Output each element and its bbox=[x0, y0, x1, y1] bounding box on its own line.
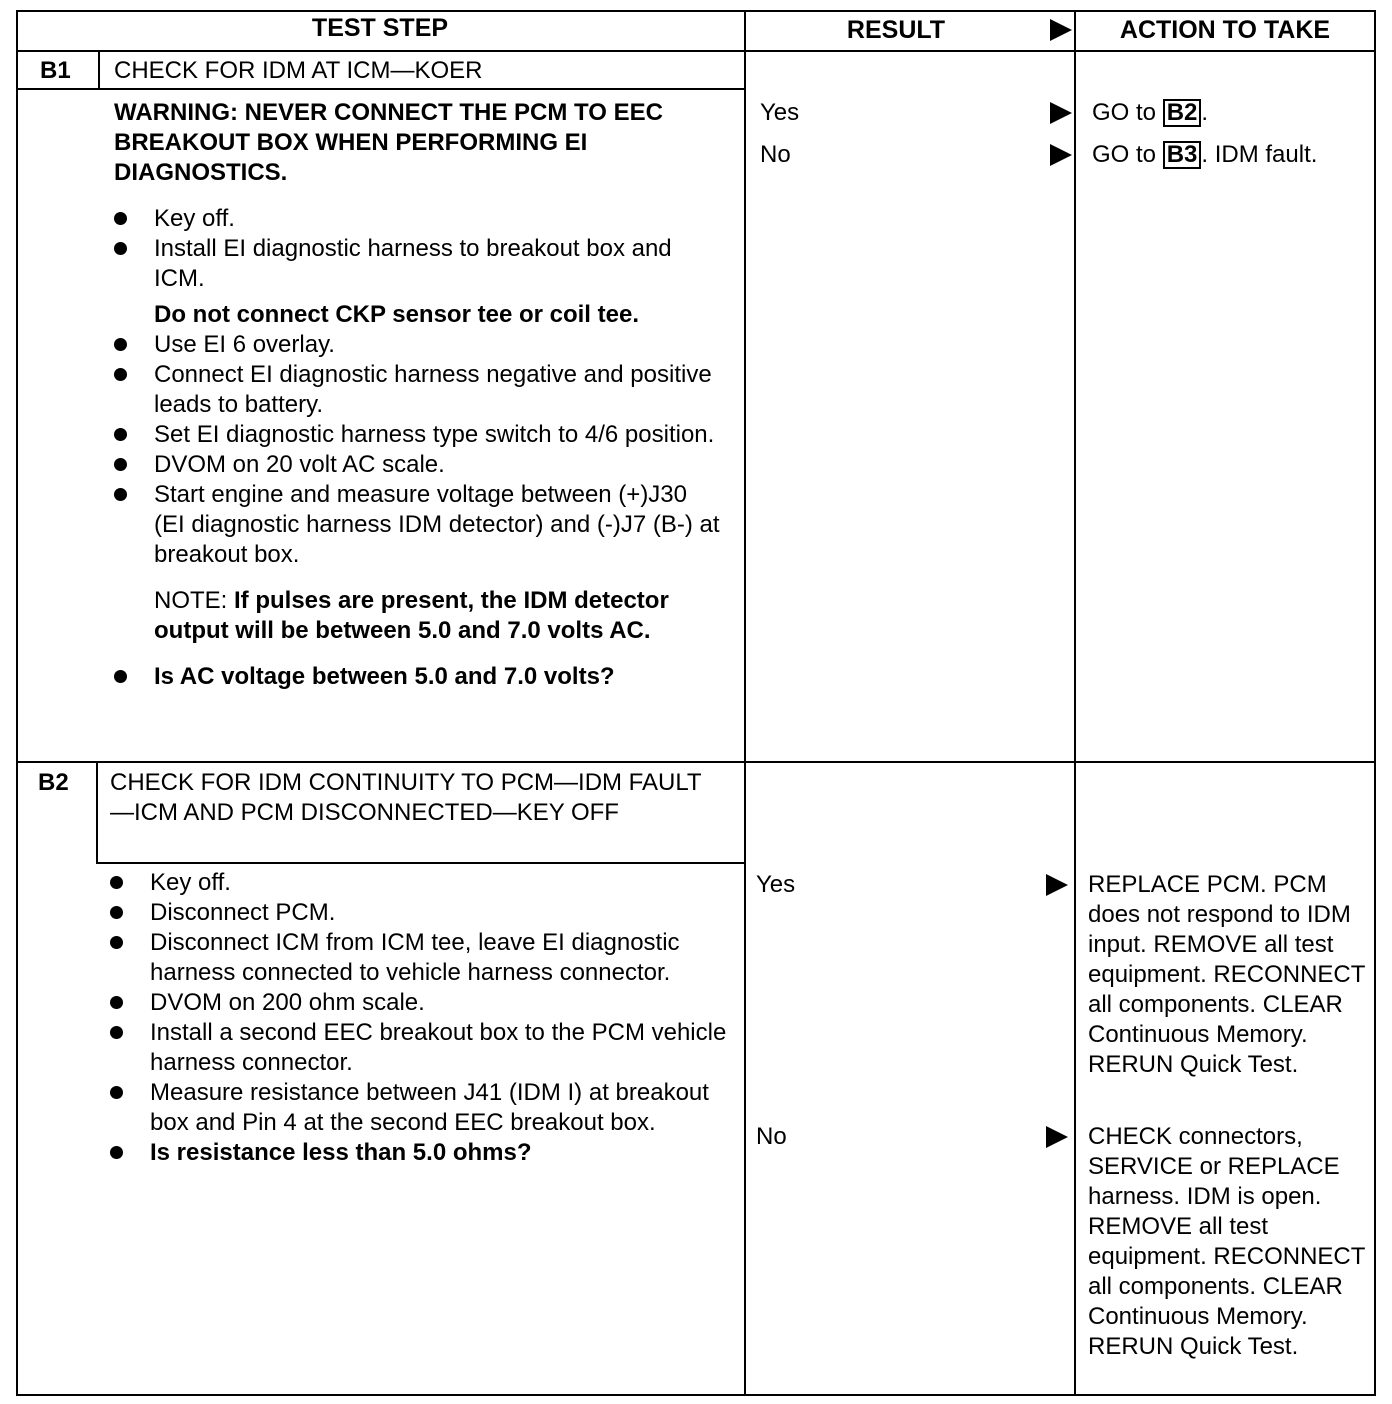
table-border-left bbox=[16, 10, 18, 1396]
header-arrow-icon bbox=[1050, 19, 1072, 41]
b2-title: CHECK FOR IDM CONTINUITY TO PCM—IDM FAULT—ICM AND PCM DISCONNECTED—KEY OFF bbox=[110, 769, 702, 826]
list-item: Set EI diagnostic harness type switch to 4/6 position. bbox=[114, 420, 724, 450]
list-item: DVOM on 20 volt AC scale. bbox=[114, 450, 724, 480]
bullet-icon bbox=[114, 368, 127, 381]
b1-note: NOTE: If pulses are present, the IDM detector output will be between 5.0 and 7.0 volts AC. bbox=[154, 587, 669, 644]
list-item: Disconnect PCM. bbox=[110, 898, 730, 928]
diagnostic-table bbox=[16, 10, 1376, 1396]
b1-title: CHECK FOR IDM AT ICM—KOER bbox=[114, 57, 483, 84]
list-item: Connect EI diagnostic harness negative and positive leads to battery. bbox=[114, 360, 724, 420]
table-border-top bbox=[16, 10, 1376, 12]
b1-yes-arrow-icon bbox=[1050, 102, 1072, 124]
b1-step-id: B1 bbox=[40, 57, 71, 84]
bullet-icon bbox=[114, 488, 127, 501]
list-item: Is resistance less than 5.0 ohms? bbox=[110, 1138, 730, 1168]
b2-title-divider bbox=[96, 862, 745, 864]
bullet-icon bbox=[110, 1086, 123, 1099]
list-item: Is AC voltage between 5.0 and 7.0 volts? bbox=[114, 662, 724, 692]
table-border-bottom bbox=[16, 1394, 1376, 1396]
b2-action-yes: REPLACE PCM. PCM does not respond to IDM input. REMOVE all test equipment. RECONNECT all components. CLEAR Continuous Memory. RERUN Quick Test. bbox=[1088, 871, 1365, 1078]
b2-yes-arrow-icon bbox=[1046, 874, 1068, 896]
header-result: RESULT bbox=[846, 16, 946, 44]
bullet-icon bbox=[114, 670, 127, 683]
b1-caution: Do not connect CKP sensor tee or coil tee. bbox=[154, 301, 639, 328]
b1-id-divider bbox=[98, 50, 100, 88]
b2-id-divider bbox=[96, 762, 98, 864]
bullet-icon bbox=[110, 1026, 123, 1039]
bullet-icon bbox=[110, 1146, 123, 1159]
list-item: Install EI diagnostic harness to breakout box and ICM. bbox=[114, 234, 724, 294]
b2-no-arrow-icon bbox=[1046, 1126, 1068, 1148]
step-ref-b2[interactable]: B2 bbox=[1163, 99, 1202, 127]
bullet-icon bbox=[114, 458, 127, 471]
bullet-icon bbox=[114, 212, 127, 225]
b1-no-arrow-icon bbox=[1050, 144, 1072, 166]
list-item: Start engine and measure voltage between (+)J30 (EI diagnostic harness IDM detector) and (-)J7 (B-) at breakout box. bbox=[114, 480, 724, 570]
step-ref-b3[interactable]: B3 bbox=[1163, 141, 1202, 169]
b1-action-no: GO to B3 . IDM fault. bbox=[1092, 141, 1318, 168]
b2-step-id: B2 bbox=[38, 769, 69, 796]
b2-result-yes: Yes bbox=[756, 871, 796, 898]
table-border-right bbox=[1374, 10, 1376, 1396]
column-divider-test-result bbox=[744, 10, 746, 1396]
bullet-icon bbox=[114, 428, 127, 441]
b2-action-no: CHECK connectors, SERVICE or REPLACE harness. IDM is open. REMOVE all test equipment. RECONNECT all components. CLEAR Continuous Memory. RERUN Quick Test. bbox=[1088, 1123, 1365, 1360]
b1-title-divider bbox=[16, 88, 745, 90]
header-divider bbox=[16, 50, 1376, 52]
b1-warning: WARNING: NEVER CONNECT THE PCM TO EEC BREAKOUT BOX WHEN PERFORMING EI DIAGNOSTICS. bbox=[114, 99, 663, 186]
b2-step-list bbox=[110, 868, 730, 1168]
bullet-icon bbox=[110, 876, 123, 889]
b2-result-no: No bbox=[756, 1123, 787, 1150]
list-item: Key off. bbox=[114, 204, 724, 234]
header-test-step: TEST STEP bbox=[311, 14, 449, 42]
bullet-icon bbox=[114, 338, 127, 351]
bullet-icon bbox=[110, 906, 123, 919]
column-divider-result-action bbox=[1074, 10, 1076, 1396]
b1-step-list bbox=[114, 204, 724, 692]
list-item: DVOM on 200 ohm scale. bbox=[110, 988, 730, 1018]
bullet-icon bbox=[110, 936, 123, 949]
list-item: Disconnect ICM from ICM tee, leave EI diagnostic harness connected to vehicle harness connector. bbox=[110, 928, 730, 988]
list-item: Use EI 6 overlay. bbox=[114, 330, 724, 360]
list-item: Key off. bbox=[110, 868, 730, 898]
b1-result-no: No bbox=[760, 141, 791, 168]
bullet-icon bbox=[110, 996, 123, 1009]
header-action: ACTION TO TAKE bbox=[1119, 16, 1331, 44]
b1-result-yes: Yes bbox=[760, 99, 800, 126]
bullet-icon bbox=[114, 242, 127, 255]
list-item: Install a second EEC breakout box to the PCM vehicle harness connector. bbox=[110, 1018, 730, 1078]
b1-b2-divider bbox=[16, 761, 1376, 763]
list-item: Measure resistance between J41 (IDM I) at breakout box and Pin 4 at the second EEC breakout box. bbox=[110, 1078, 730, 1138]
b1-action-yes: GO to B2 . bbox=[1092, 99, 1209, 126]
